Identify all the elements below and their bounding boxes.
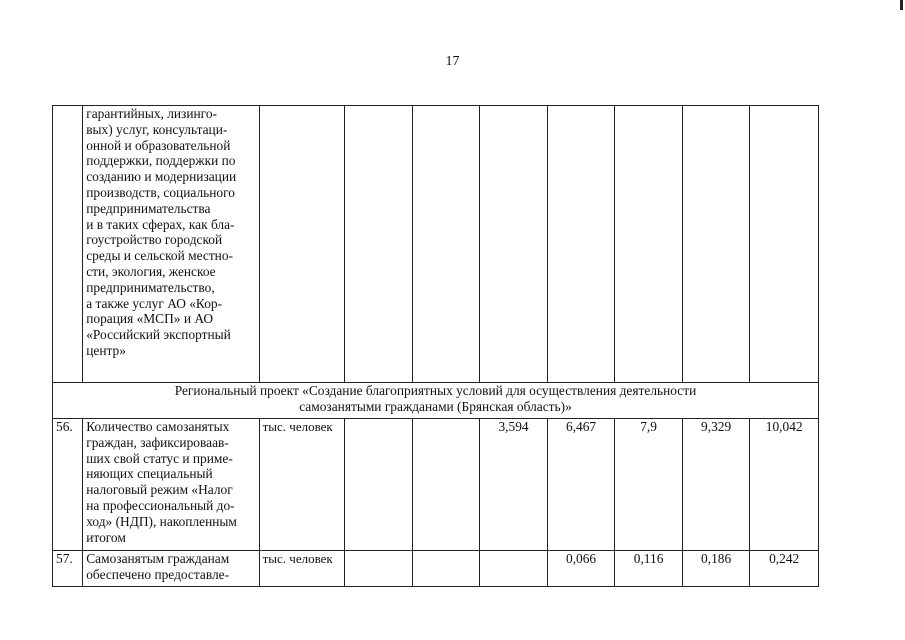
value-cell: [480, 106, 548, 383]
value-cell: [412, 106, 480, 383]
value-cell: [345, 419, 413, 551]
value-cell: [345, 106, 413, 383]
value-cell: 0,066: [547, 551, 615, 587]
value-cell: [547, 106, 615, 383]
page-number: 17: [445, 54, 460, 69]
indicator-name: гарантийных, лизинго- вых) услуг, консультаци- онной и образовательной поддержки, поддержки по созданию и модернизации производств, социального предпринимательства и в таких сферах, как бла- гоустройство городской среды и сельской местно- сти, экология, женское предпринимательство, а также услуг АО «Кор- порация «МСП» и АО «Российский экспортный центр»: [83, 106, 259, 383]
table-row-continuation: [53, 106, 819, 383]
value-cell: 0,186: [682, 551, 750, 587]
indicator-name: Самозанятым гражданам обеспечено предоставле-: [83, 551, 259, 587]
value-cell: 6,467: [547, 419, 615, 551]
unit-cell: тыс. человек: [259, 419, 345, 551]
value-cell: 0,116: [615, 551, 683, 587]
indicator-name: Количество самозанятых граждан, зафиксироваав- ших свой статус и приме- няющих специальный налоговый режим «Налог на профессиональный до- ход» (НДП), накопленным итогом: [83, 419, 259, 551]
value-cell: 9,329: [682, 419, 750, 551]
value-cell: [615, 106, 683, 383]
unit-cell: тыс. человек: [259, 551, 345, 587]
row-number: 56.: [53, 419, 83, 551]
row-number: 57.: [53, 551, 83, 587]
table-row-56: [53, 419, 819, 551]
value-cell: 7,9: [615, 419, 683, 551]
table-row-57: [53, 551, 819, 587]
value-cell: 3,594: [480, 419, 548, 551]
value-cell: [345, 551, 413, 587]
value-cell: [412, 551, 480, 587]
value-cell: [682, 106, 750, 383]
section-header-row: [53, 383, 819, 419]
value-cell: [480, 551, 548, 587]
value-cell: [750, 106, 819, 383]
row-number: [53, 106, 83, 383]
regional-project-title: Региональный проект «Создание благоприятных условий для осуществления деятельности самозанятыми гражданами (Брянская область)»: [53, 383, 819, 419]
value-cell: [412, 419, 480, 551]
indicator-table: [52, 105, 819, 587]
value-cell: 0,242: [750, 551, 819, 587]
value-cell: 10,042: [750, 419, 819, 551]
unit-cell: [259, 106, 345, 383]
scan-edge-mark: [900, 0, 903, 10]
